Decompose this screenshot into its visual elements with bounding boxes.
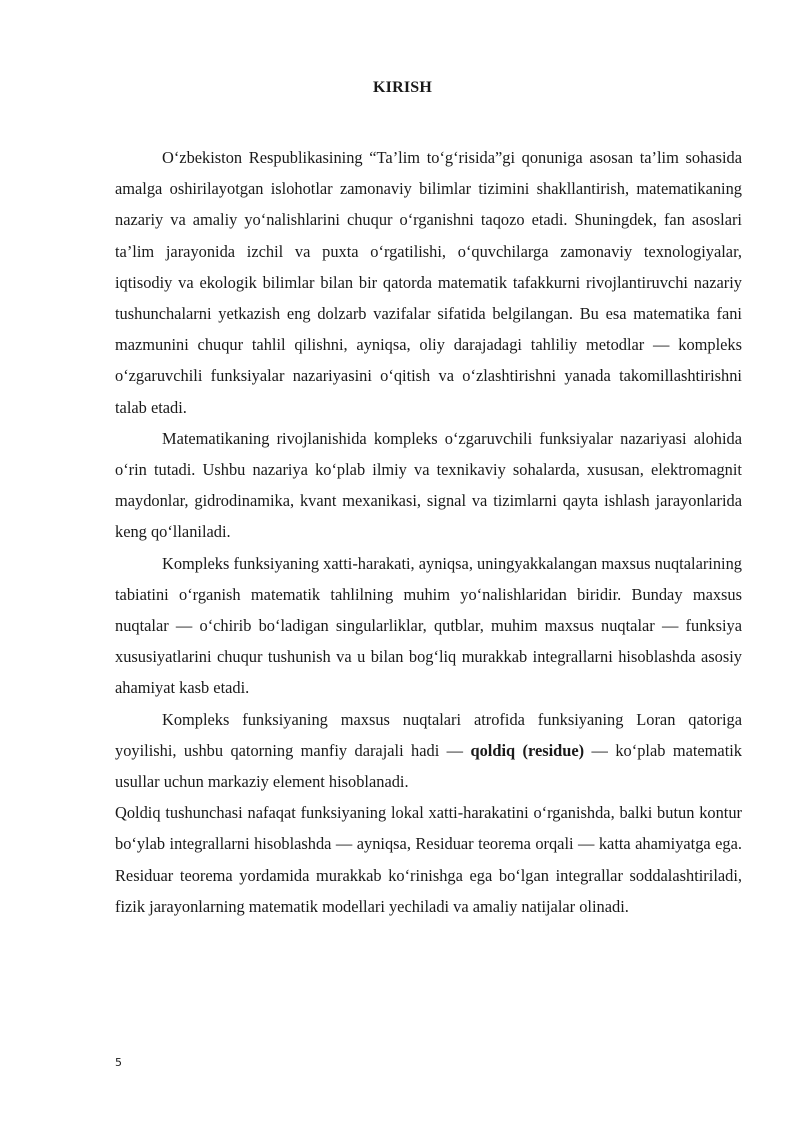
paragraph-2: Matematikaning rivojlanishida kompleks o‘zgaruvchili funksiyalar nazariyasi alohida o‘rin tutadi. Ushbu nazariya ko‘plab ilmiy va texnikaviy sohalarda, xususan, elektromagnit maydonlar, gidrodinamika, kvant mexanikasi, signal va tizimlarni qayta ishlash jarayonlarida keng qo‘llaniladi.	[115, 428, 742, 542]
paragraph-4-text-before: Kompleks funksiyaning maxsus nuqtalari atrofida funksiyaning Loran qatoriga yoyilishi, ushbu qatorning manfiy darajali hadi —	[115, 709, 742, 760]
page-number: 5	[115, 1056, 122, 1069]
paragraph-4-text-after: — ko‘plab matematik usullar uchun markaziy element hisoblanadi.	[115, 740, 742, 792]
document-body	[115, 142, 742, 922]
paragraph-1: O‘zbekiston Respublikasining “Ta’lim to‘g‘risida”gi qonuniga asosan ta’lim sohasida amalga oshirilayotgan islohotlar zamonaviy bilimlar tizimini shakllantirish, matematikaning nazariy va amaliy yo‘nalishlarini chuqur o‘rganishni taqozo etadi. Shuningdek, fan asoslari ta’lim jarayonida izchil va puxta o‘rgatilishi, o‘quvchilarga zamonaviy texnologiyalar, iqtisodiy va ekologik bilimlar bilan bir qatorda matematik tafakkurni rivojlantiruvchi nazariy tushunchalarni yetkazish eng dolzarb vazifalar sifatida belgilangan. Bu esa matematika fani mazmunini chuqur tahlil qilishni, ayniqsa, oliy darajadagi tahliliy metodlar — kompleks o‘zgaruvchili funksiyalar nazariyasini o‘qitish va o‘zlashtirishni yanada takomillashtirishni talab etadi.	[115, 148, 742, 417]
paragraph-3: Kompleks funksiyaning xatti-harakati, ayniqsa, uningyakkalangan maxsus nuqtalarining tabiatini o‘rganish matematik tahlilning muhim yo‘nalishlaridan biridir. Bunday maxsus nuqtalar — o‘chirib bo‘ladigan singularliklar, qutblar, muhim maxsus nuqtalar — funksiya xususiyatlarini chuqur tushunish va u bilan bog‘liq murakkab integrallarni hisoblashda asosiy ahamiyat kasb etadi.	[115, 553, 742, 698]
residue-term: qoldiq (residue)	[470, 740, 585, 760]
paragraph-4	[115, 704, 742, 798]
page-title: KIRISH	[373, 79, 432, 96]
paragraph-5: Qoldiq tushunchasi nafaqat funksiyaning lokal xatti-harakatini o‘rganishda, balki butun kontur bo‘ylab integrallarni hisoblashda — ayniqsa, Residuar teorema orqali — katta ahamiyatga ega. Residuar teorema yordamida murakkab ko‘rinishga ega bo‘lgan integrallar soddalashtiriladi, fizik jarayonlarning matematik modellari yechiladi va amaliy natijalar olinadi.	[115, 803, 742, 916]
